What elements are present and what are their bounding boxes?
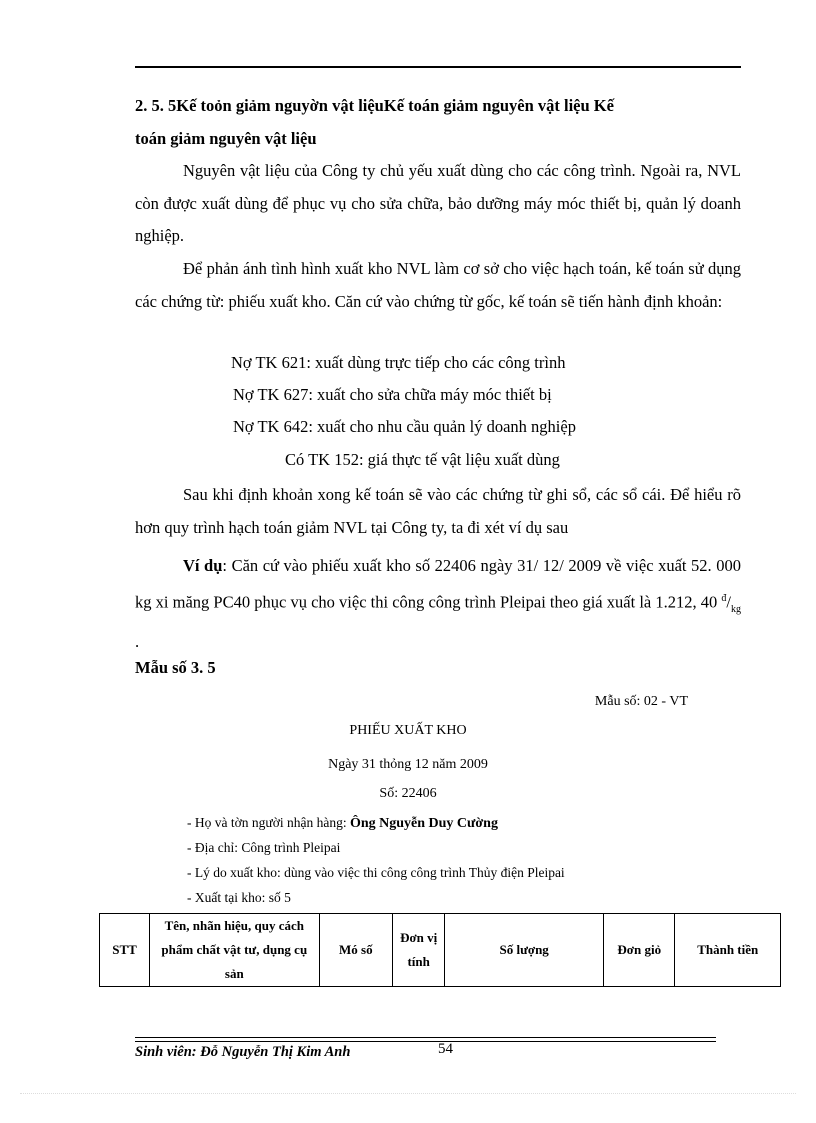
- header-code: Mó số: [319, 914, 393, 987]
- address-line: - Địa chỉ: Công trình Pleipai: [187, 840, 341, 855]
- header-item-name: Tên, nhãn hiệu, quy cách phẩm chất vật tư, dụng cụ sản: [150, 914, 319, 987]
- example-end: .: [135, 631, 140, 651]
- form-code: Mẫu số: 02 - VT: [594, 694, 688, 709]
- section-heading-line2: toán giảm nguyên vật liệu: [135, 128, 317, 148]
- receiver-line: [187, 815, 498, 832]
- journal-entry-621: Nợ TK 621: xuất dùng trực tiếp cho các công trình: [231, 353, 566, 372]
- footer-rule-bottom: [135, 1041, 716, 1042]
- section-heading: [135, 90, 741, 155]
- receiver-label: - Họ và tờn người nhận hàng:: [187, 815, 350, 830]
- goods-table: [99, 913, 781, 987]
- sample-label: Mẫu số 3. 5: [135, 658, 216, 677]
- unit-numerator: đ: [721, 592, 727, 604]
- page-edge-line: [20, 1093, 796, 1094]
- receiver-name: Ông Nguyễn Duy Cường: [349, 816, 498, 831]
- paragraph-usage: Nguyên vật liệu của Công ty chủ yếu xuất dùng cho các công trình. Ngoài ra, NVL còn được xuất dùng để phục vụ cho sửa chữa, bảo dưỡng máy móc thiết bị, quản lý doanh nghiệp.: [135, 161, 741, 245]
- journal-entry-152: Có TK 152: giá thực tế vật liệu xuất dùng: [285, 450, 560, 469]
- example-text: : Căn cứ vào phiếu xuất kho số 22406 ngày 31/ 12/ 2009 về việc xuất 52. 000 kg xi măng PC40 phục vụ cho việc thi công công trình Pleipai theo giá xuất là 1.212, 40: [135, 556, 741, 611]
- unit-denominator: kg: [731, 603, 741, 615]
- section-heading-line1: 2. 5. 5Kế toỏn giảm nguyờn vật liệuKế toán giảm nguyên vật liệu Kế: [135, 96, 614, 115]
- header-amount: Thành tiền: [675, 914, 781, 987]
- footer-rule-top: [135, 1037, 716, 1038]
- table-header-row: [100, 914, 781, 987]
- reason-line: - Lý do xuất kho: dùng vào việc thi công công trình Thủy điện Pleipai: [187, 865, 565, 880]
- header-unit: Đơn vị tính: [393, 914, 445, 987]
- header-rule: [135, 66, 741, 68]
- warehouse-line: - Xuất tại kho: số 5: [187, 890, 291, 905]
- form-number: Số: 22406: [379, 786, 437, 801]
- journal-entry-642: Nợ TK 642: xuất cho nhu cầu quản lý doanh nghiệp: [233, 417, 576, 436]
- journal-entry-627: Nợ TK 627: xuất cho sửa chữa máy móc thiết bị: [233, 385, 552, 404]
- header-stt: STT: [100, 914, 150, 987]
- page-number: 54: [438, 1041, 453, 1057]
- paragraph-example: Ví dụ: Căn cứ vào phiếu xuất kho số 22406 ngày 31/ 12/ 2009 về việc xuất 52. 000 kg xi măng PC40 phục vụ cho việc thi công công trình Pleipai theo giá xuất là 1.212, 40 $^đ/_{kg}$ .: [135, 556, 741, 651]
- header-quantity: Số lượng: [445, 914, 604, 987]
- paragraph-documents: Để phản ánh tình hình xuất kho NVL làm cơ sở cho việc hạch toán, kế toán sử dụng các chứng từ: phiếu xuất kho. Căn cứ vào chứng từ gốc, kế toán sẽ tiến hành định khoản:: [135, 259, 741, 311]
- paragraph-process: Sau khi định khoản xong kế toán sẽ vào các chứng từ ghi sổ, các sổ cái. Để hiểu rõ hơn quy trình hạch toán giảm NVL tại Công ty, ta đi xét ví dụ sau: [135, 485, 741, 537]
- form-date: Ngày 31 thỏng 12 năm 2009: [328, 757, 488, 772]
- header-unit-price: Đơn giỏ: [604, 914, 675, 987]
- form-title: PHIẾU XUẤT KHO: [349, 723, 467, 738]
- footer-student-name: Sinh viên: Đỗ Nguyễn Thị Kim Anh: [135, 1044, 351, 1060]
- example-label: Ví dụ: [183, 556, 223, 575]
